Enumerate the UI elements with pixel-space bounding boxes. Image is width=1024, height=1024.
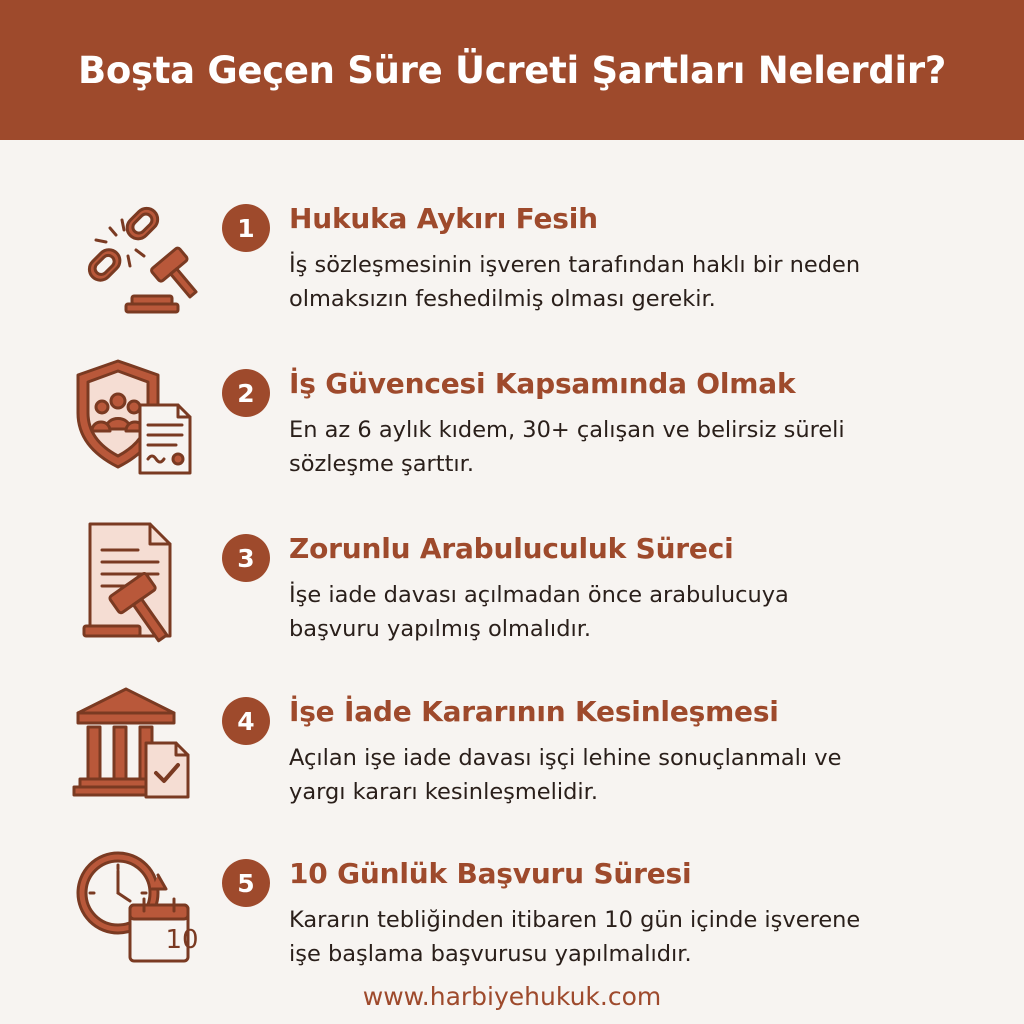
item-title: Hukuka Aykırı Fesih [289, 202, 598, 235]
list-item [0, 520, 1024, 670]
shield-people-document-icon [66, 355, 206, 483]
description-line: sözleşme şarttır. [289, 451, 475, 477]
list-item [0, 845, 1024, 995]
step-number: 5 [222, 859, 270, 907]
description-line: Açılan işe iade davası işçi lehine sonuçlanmalı ve [289, 745, 842, 771]
step-number: 4 [222, 697, 270, 745]
description-line: başvuru yapılmış olmalıdır. [289, 616, 592, 642]
item-title: 10 Günlük Başvuru Süresi [289, 857, 692, 890]
list-item [0, 355, 1024, 505]
item-description [289, 413, 989, 481]
description-line: İş sözleşmesinin işveren tarafından haklı bir neden [289, 252, 861, 278]
item-description [289, 578, 989, 646]
description-line: olmaksızın feshedilmiş olması gerekir. [289, 286, 716, 312]
item-title: Zorunlu Arabuluculuk Süreci [289, 532, 734, 565]
item-title: İş Güvencesi Kapsamında Olmak [289, 367, 796, 400]
calendar-day-label: 10 [165, 925, 199, 955]
description-line: İşe iade davası açılmadan önce arabulucuya [289, 582, 789, 608]
document-gavel-icon [66, 520, 206, 648]
broken-chain-gavel-icon [66, 190, 206, 318]
list-item [0, 683, 1024, 833]
step-number: 3 [222, 534, 270, 582]
item-description [289, 741, 989, 809]
step-number: 1 [222, 204, 270, 252]
description-line: Kararın tebliğinden itibaren 10 gün içinde işverene [289, 907, 861, 933]
courthouse-checked-document-icon [66, 683, 206, 811]
item-description [289, 248, 989, 316]
clock-calendar-icon [66, 845, 206, 973]
description-line: yargı kararı kesinleşmelidir. [289, 779, 599, 805]
website-link[interactable]: www.harbiyehukuk.com [362, 982, 662, 1011]
description-line: işe başlama başvurusu yapılmalıdır. [289, 941, 692, 967]
description-line: En az 6 aylık kıdem, 30+ çalışan ve belirsiz süreli [289, 417, 845, 443]
item-title: İşe İade Kararının Kesinleşmesi [289, 695, 779, 728]
item-description [289, 903, 989, 971]
page-title: Boşta Geçen Süre Ücreti Şartları Nelerdir? [77, 48, 947, 92]
step-number: 2 [222, 369, 270, 417]
header-banner [0, 0, 1024, 140]
list-item [0, 190, 1024, 340]
